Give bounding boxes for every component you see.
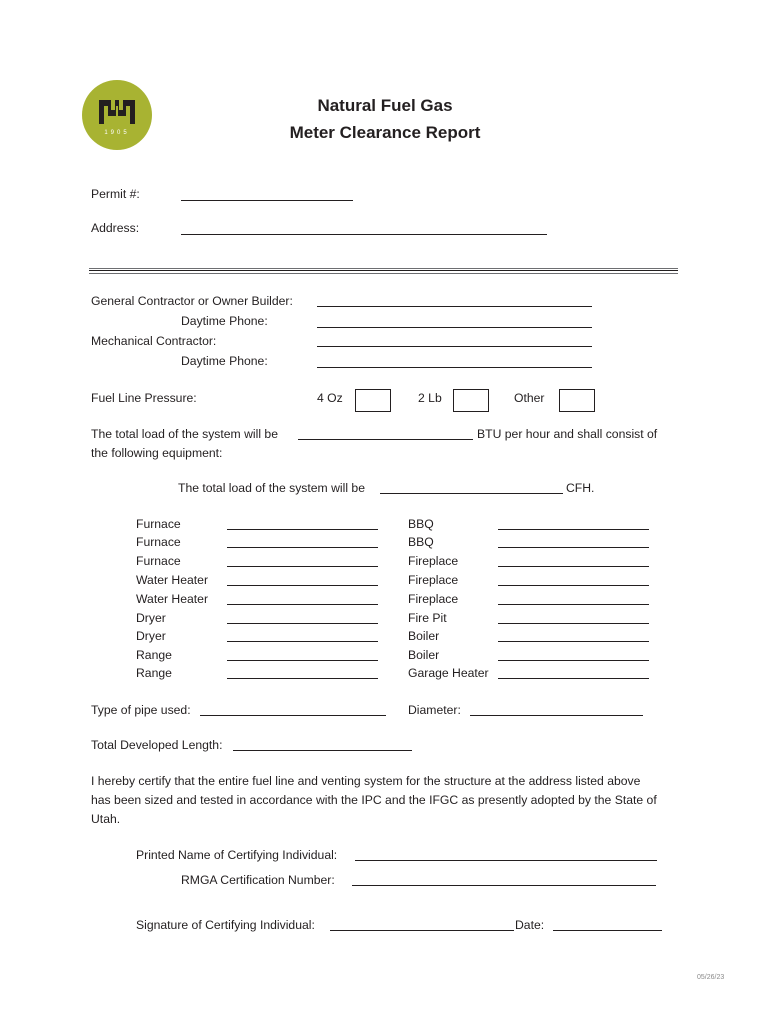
equipment-field[interactable] — [227, 585, 378, 586]
title-line-2: Meter Clearance Report — [289, 123, 481, 142]
equipment-label: Water Heater — [136, 573, 209, 587]
equipment-label: BBQ — [408, 535, 434, 549]
rmga-number-field[interactable] — [352, 885, 656, 886]
cfh-text-a: The total load of the system will be — [178, 481, 365, 495]
equipment-field[interactable] — [227, 641, 378, 642]
mechanical-contractor-label: Mechanical Contractor: — [91, 334, 217, 348]
certify-text-line-3: Utah. — [91, 812, 121, 826]
equipment-label: Furnace — [136, 535, 181, 549]
btu-field[interactable] — [298, 439, 473, 440]
general-contractor-label: General Contractor or Owner Builder: — [91, 294, 293, 308]
equipment-label: Fireplace — [408, 592, 459, 606]
title-line-1: Natural Fuel Gas — [317, 96, 453, 115]
equipment-label: Boiler — [408, 648, 440, 662]
equipment-label: Fireplace — [408, 554, 459, 568]
equipment-field[interactable] — [227, 623, 378, 624]
load-text-b: BTU per hour and shall consist of — [477, 427, 658, 441]
equipment-label: BBQ — [408, 517, 434, 531]
fuel-line-pressure-label: Fuel Line Pressure: — [91, 391, 197, 405]
equipment-field[interactable] — [498, 566, 649, 567]
equipment-label: Range — [136, 666, 172, 680]
signature-field[interactable] — [330, 930, 514, 931]
certify-text-line-2: has been sized and tested in accordance with the IPC and the IFGC as presently adopted by the State of — [91, 793, 657, 807]
equipment-field[interactable] — [227, 604, 378, 605]
equipment-label: Boiler — [408, 629, 440, 643]
divider — [89, 270, 678, 271]
developed-length-label: Total Developed Length: — [91, 738, 223, 752]
equipment-field[interactable] — [498, 660, 649, 661]
divider — [89, 273, 678, 274]
footer-revision-date: 05/26/23 — [697, 974, 725, 981]
equipment-field[interactable] — [498, 641, 649, 642]
developed-length-field[interactable] — [233, 750, 412, 751]
certify-text-line-1: I hereby certify that the entire fuel line and venting system for the structure at the address listed above — [91, 774, 641, 788]
rmga-number-label: RMGA Certification Number: — [181, 873, 335, 887]
cfh-text-b: CFH. — [566, 481, 595, 495]
pipe-type-label: Type of pipe used: — [91, 703, 191, 717]
diameter-label: Diameter: — [408, 703, 461, 717]
equipment-label: Dryer — [136, 611, 166, 625]
equipment-label: Dryer — [136, 629, 166, 643]
pressure-4oz-checkbox[interactable] — [355, 389, 391, 412]
mech-phone-label: Daytime Phone: — [181, 354, 268, 368]
equipment-field[interactable] — [227, 678, 378, 679]
load-text-a: The total load of the system will be — [91, 427, 278, 441]
equipment-label: Fireplace — [408, 573, 459, 587]
equipment-field[interactable] — [227, 529, 378, 530]
equipment-label: Garage Heater — [408, 666, 489, 680]
permit-field[interactable] — [181, 200, 353, 201]
cfh-field[interactable] — [380, 493, 563, 494]
equipment-label: Fire Pit — [408, 611, 447, 625]
pressure-2lb-checkbox[interactable] — [453, 389, 489, 412]
printed-name-label: Printed Name of Certifying Individual: — [136, 848, 338, 862]
equipment-field[interactable] — [227, 566, 378, 567]
equipment-field[interactable] — [498, 529, 649, 530]
date-field[interactable] — [553, 930, 662, 931]
logo-year: 1905 — [104, 130, 130, 136]
equipment-field[interactable] — [227, 547, 378, 548]
equipment-label: Water Heater — [136, 592, 209, 606]
equipment-label: Furnace — [136, 517, 181, 531]
equipment-field[interactable] — [498, 623, 649, 624]
general-contractor-field[interactable] — [317, 306, 592, 307]
equipment-field[interactable] — [498, 678, 649, 679]
address-field[interactable] — [181, 234, 547, 235]
pressure-other-checkbox[interactable] — [559, 389, 595, 412]
mechanical-contractor-field[interactable] — [317, 346, 592, 347]
address-label: Address: — [91, 221, 140, 235]
equipment-label: Range — [136, 648, 172, 662]
mech-phone-field[interactable] — [317, 367, 592, 368]
load-text-c: the following equipment: — [91, 446, 223, 460]
pressure-option-other-label: Other — [514, 391, 545, 405]
equipment-label: Furnace — [136, 554, 181, 568]
date-label: Date: — [515, 918, 545, 932]
equipment-field[interactable] — [227, 660, 378, 661]
equipment-field[interactable] — [498, 585, 649, 586]
gc-phone-field[interactable] — [317, 327, 592, 328]
equipment-field[interactable] — [498, 604, 649, 605]
equipment-field[interactable] — [498, 547, 649, 548]
signature-label: Signature of Certifying Individual: — [136, 918, 315, 932]
gc-phone-label: Daytime Phone: — [181, 314, 268, 328]
printed-name-field[interactable] — [355, 860, 657, 861]
pressure-option-4oz-label: 4 Oz — [317, 391, 343, 405]
permit-label: Permit #: — [91, 187, 140, 201]
divider — [89, 268, 678, 269]
pipe-type-field[interactable] — [200, 715, 386, 716]
diameter-field[interactable] — [470, 715, 643, 716]
pressure-option-2lb-label: 2 Lb — [418, 391, 442, 405]
